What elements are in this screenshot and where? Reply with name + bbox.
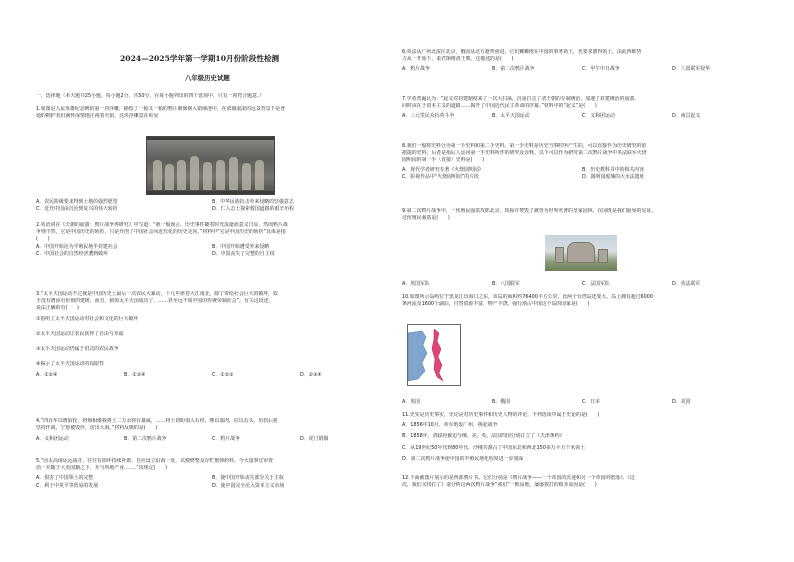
option-b[interactable]: B．1858年，清政府被迫与俄、美、英、法国四国分别订立了《天津条约》 [402, 433, 565, 440]
option-c[interactable]: C．近代中国由沉沦到复兴的伟大转折 [36, 206, 118, 213]
question-10 [402, 294, 762, 308]
question-11-stem-line: 11.史实是历史事实，史论是对历史事件和历史人物的评论。下列选项中属于史论的是( ) [402, 412, 600, 418]
option-a[interactable]: A．鸦片战争 [402, 66, 430, 73]
option-b[interactable]: B．第二次鸦片战争 [124, 436, 167, 443]
question-4 [36, 418, 388, 444]
old-summer-palace-ruins-image [545, 235, 617, 271]
question-8-stem-line: 据提的史料，后者是指后人运用第一手史料所作的研究及诠释。以下可以作为研究第二次鸦片战争中英法联军火烧 [402, 150, 647, 157]
question-6-stem-line: 6.英法从广州北流往北京，俄国从北方趁势而进，它们狮狮地在中国的事务领土，也要求割得领土，由此西欧势 [402, 49, 642, 55]
question-3-statement: ④揭示了太平天国运动的局限性 [36, 361, 104, 368]
question-1-stem-line: 1.如图是人民英雄纪念碑的第一块浮雕，描绘了一箱又一箱的鸦片被倾倒入销烟池中，在浓烟滚滚的远景背景下是普 [36, 106, 286, 112]
option-d[interactable]: D．圆明园废墟的大水法遗址 [582, 173, 645, 180]
option-d[interactable]: D．②③④ [300, 372, 322, 379]
question-1-options [36, 199, 388, 214]
question-3-statement: ①指明了太平天国运动对社会和文化的巨大破坏 [36, 315, 139, 322]
option-a[interactable]: A．损害了中国领土的完整 [36, 475, 94, 482]
question-1-stem-line: 通的拥护者们满怀深情地注视着火焰。这块浮雕意在彰显 [36, 113, 159, 120]
question-1 [36, 106, 388, 120]
question-3-stem-line: 乎没有增添有价值的建树，而且，假如太平天国成功了，……甚至远不如中国的传统帝制社会”。有关这段述， [36, 298, 274, 305]
question-4-stem-line: 4.“四百年以增前轮，将侮相像我将土二万余将在幕威，……将士切盼加入石经、继以血肉，拉以石头，负伤后犹 [36, 418, 278, 424]
question-5 [36, 458, 388, 490]
exam-title: 2024—2025学年第一学期10月份阶段性检测 [120, 54, 280, 63]
option-d[interactable]: D．英法联军 [672, 281, 701, 287]
option-a[interactable]: A．1856年10月，英军炮轰广州，挑起战争 [402, 422, 498, 429]
question-10-stem-line: 10.如图所示岛屿位于黑龙江出海口之东，该岛的面积约76400平方公里，比两个台湾岛还要大。岛上拥有超过6000 [402, 294, 653, 300]
option-a[interactable]: A．英国军队 [402, 281, 430, 287]
option-d[interactable]: D．八国联军侵华 [672, 66, 711, 73]
option-a[interactable]: A．农民阶级要求得到土地的强烈愿望 [36, 199, 118, 205]
question-8-stem-line: 8.我们一般将史料分为第一手史料和第二手史料。第一手史料是历史当事时所产生的，可以直接作为历史研究的依 [402, 143, 647, 149]
question-5-stem-line: 消一并随于大英国籍之下，并与所地产业……。”该规定( ) [36, 465, 168, 472]
island-map-graphic [408, 325, 460, 385]
option-a[interactable]: A．义和团运动 [36, 436, 69, 443]
question-9-stem-line: 9.第二次鸦片战争中，一伙殖民强盗攻陷北京，劫掠并焚毁了被誉为世界名著的皇家园林，在园既是我们耻辱的见证。 [402, 208, 657, 214]
question-7-stem-line: 同时该在于资本主义的道路……揭开了中国近代民主革命的序幕。”材料中的“起义”是( ) [402, 103, 597, 110]
option-d[interactable]: D．使中国完全沦入资本主义市场 [212, 482, 285, 489]
question-11 [402, 412, 762, 463]
question-10-options [402, 399, 762, 406]
option-a[interactable]: A．现代学者研究专著《火烧圆明园》 [402, 166, 484, 173]
option-d[interactable]: D．南昌起义 [672, 113, 701, 120]
question-3-statement: ③太平天国运动仍属于旧式的农民战争 [36, 346, 119, 353]
exam-subtitle: 八年级历史试题 [185, 74, 230, 82]
option-d[interactable]: D．仁人志士探索救国道路的艰辛历程 [212, 206, 295, 213]
option-c[interactable]: C．利于中英平等贸易的发展 [36, 482, 99, 489]
option-c[interactable]: C．中国社会的自然经济遭到破坏 [36, 250, 108, 257]
option-b[interactable]: B．太平天国运动 [492, 113, 530, 120]
option-c[interactable]: C．义和团运动 [582, 113, 615, 120]
question-9-stem-line: 这伙殖民强盗是( ) [402, 215, 450, 222]
option-b[interactable]: B．第二次鸦片战争 [492, 66, 535, 73]
monument-relief-image [146, 136, 275, 195]
section-heading: 一、选择题（本大题共25小题，每小题2分，共50分，在每小题列出的四个选项中，只有一项符合题意。） [36, 93, 265, 99]
question-12-stem-line: 12.下面截图片展示的是西部鸦片书。它们分别是《鸦片战争——一个帝国的沉迷和另一个帝国的堕落》、《这 [402, 475, 635, 481]
question-4-stem-line: 坚持作战，宁愿被毁俘，送出大海。”材料反映的是( ) [36, 425, 158, 432]
question-2-stem-line: 争则不然，它是中国历史的转折，只是开创了中国社会向近代化的历史走向。”材料中“它是中国历史的转折”具体是指 [36, 229, 286, 236]
option-a[interactable]: A．英国 [402, 399, 421, 405]
option-b[interactable]: B．俄国 [492, 399, 511, 405]
question-6 [402, 49, 762, 74]
question-9-options [402, 281, 762, 288]
question-3-stem-line: 说法正确的有( ) [36, 305, 79, 312]
question-2 [36, 222, 388, 258]
question-2-stem-line: ( ) [36, 236, 50, 243]
option-d[interactable]: D．第二次鸦片战争使中国的半殖民地化程度进一步加深 [402, 455, 524, 462]
question-12-stem-line: 次，我们又找打了》请分析这两次鸦片战争“我们”一败涂地，屡屡挨打的根本原因是( ) [402, 482, 597, 489]
option-b[interactable]: B．①③④ [124, 372, 146, 379]
option-a[interactable]: A．三元里民众抗英斗争 [402, 113, 455, 120]
question-3-stem-line: 3.“太平天国运动不过就是中国历史上最后一次农民大暴动，十几年席卷大江南北，除了带给社会巨大的破坏，似 [36, 291, 278, 297]
option-d[interactable]: D．虎门销烟 [300, 436, 329, 443]
question-3-statement: ②太平天国运动让农民获得了自由与幸福 [36, 330, 124, 337]
question-12 [402, 475, 762, 489]
option-b[interactable]: B．历史教科书中的相关内容 [582, 166, 645, 173]
option-c[interactable]: C．①②③ [212, 372, 234, 379]
island-map-image [407, 324, 461, 386]
option-c[interactable]: C．鸦片战争 [212, 436, 240, 443]
question-7-stem-line: 7.学者普遍认为：“起义对封建制度来了一次大扫荡，沉重打击了清王朝的专制统治，加速了封建统治的崩溃。 [402, 96, 640, 102]
option-c[interactable]: C．法国军队 [582, 281, 610, 287]
option-b[interactable]: B．使中国开始丧失部分关于主权 [212, 475, 284, 482]
option-a[interactable]: A．中国开始沦为半殖民地半封建社会 [36, 243, 118, 250]
question-8 [402, 143, 762, 181]
question-3 [36, 291, 388, 380]
question-9 [402, 208, 762, 222]
option-a[interactable]: A．①②④ [36, 372, 58, 379]
question-2-stem-line: 2.英语词在《天朝的崩溃：鸦片战争再研究》中写道：“就一般而言，历史事件随着时光流逝而意义日显，然而鸦片战 [36, 222, 288, 228]
question-5-stem-line: 5.“因太高南运远战并，往往有损坏持续补助，自应设立沿海一处，以便修整及存贮炮弹药料。今大量事宜审查 [36, 458, 274, 464]
question-10-stem-line: 条河流及1600个湖泊，自然资源丰富，物产丰饶。强行割占中国这个岛的国家是( ) [402, 301, 590, 308]
option-b[interactable]: B．中国开始遭受外来侵略 [212, 243, 270, 250]
option-b[interactable]: B．中华民族抗击外来侵略的坚强意志 [212, 199, 294, 205]
option-d[interactable]: D．美国 [672, 399, 691, 405]
option-c[interactable]: C．从19世纪50年代到80年代，沙俄共割占了中国东北和西北150多万平方千米领土 [402, 444, 586, 451]
question-7 [402, 96, 762, 121]
question-8-stem-line: 圆明园的第一手（直接）史料是( ) [402, 157, 485, 164]
option-c[interactable]: C．日本 [582, 399, 601, 405]
option-b[interactable]: B．八国联军 [492, 281, 520, 287]
question-6-stem-line: 力从一开始下，柔君饷维清王朝。这描述的是( ) [402, 56, 514, 63]
option-c[interactable]: C．甲午中日战争 [582, 66, 620, 73]
option-d[interactable]: D．中国丧失了完整的自主权 [212, 250, 275, 257]
option-c[interactable]: C．影视作品中“火烧圆明园”的片段 [402, 173, 479, 180]
